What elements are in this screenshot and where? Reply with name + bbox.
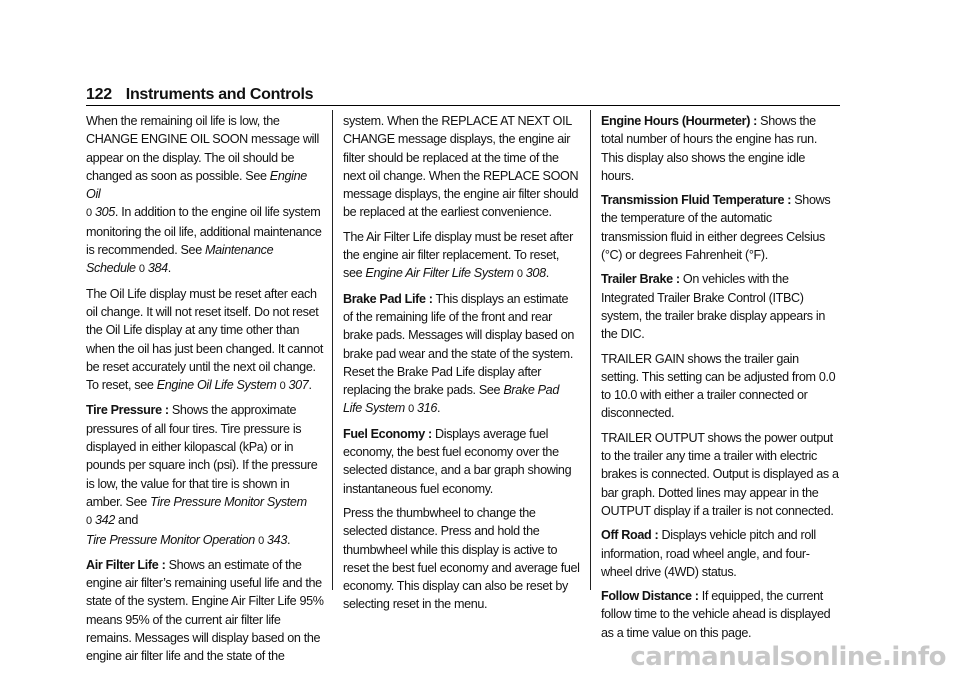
paragraph [86, 285, 324, 396]
body-text: . In addition to the engine oil life system monitoring the oil life, additional maintenance is recommended. See [86, 205, 322, 258]
body-text: The Oil Life display must be reset after each oil change. It will not reset itself. Do not reset the Oil Life display at any time other than when the oil has just been changed. It cannot be reset accurately until the next oil change. To reset, see [86, 286, 324, 393]
paragraph [601, 350, 839, 423]
cross-reference-link[interactable]: Tire Pressure Monitor Operation [86, 532, 255, 547]
term-heading: Follow Distance : [601, 589, 699, 604]
column-2 [343, 112, 581, 620]
page-reference[interactable]: 316 [417, 401, 438, 416]
paragraph [343, 112, 581, 222]
paragraph [601, 587, 839, 642]
body-text: Shows the temperature of the automatic transmission fluid in either degrees Celsius (°C) or degrees Fahrenheit (°F). [601, 193, 831, 263]
page-arrow-icon: 0 [86, 515, 92, 528]
body-text: Shows the approximate pressures of all four tires. Tire pressure is displayed in either kilopascal (kPa) or in pounds per square inch (psi). If the pressure is low, the value for that tire is shown in amber. See [86, 403, 318, 509]
body-text: Displays vehicle pitch and roll information, road wheel angle, and four-wheel drive (4WD) status. [601, 528, 816, 579]
header-rule [86, 105, 840, 106]
cross-reference-link[interactable]: Engine Air Filter Life System [365, 266, 514, 281]
page-reference[interactable]: 305 [94, 205, 115, 220]
cross-reference-link[interactable]: Brake Pad Life System [343, 383, 559, 416]
page-number: 122 [86, 86, 112, 103]
page-arrow-icon: 0 [516, 268, 523, 281]
body-text: This displays an estimate of the remaining life of the front and rear brake pads. Messages will display based on brake pad wear and the state of the system. Reset the Brake Pad Life display after replacing the brake pads. See [343, 291, 575, 398]
paragraph [601, 112, 839, 185]
body-text: TRAILER OUTPUT shows the power output to the trailer any time a trailer with electric brakes is connected. Output is displayed as a bar graph. Dotted lines may appear in the OUTPUT display if a trailer is not connected. [601, 430, 839, 518]
page-reference[interactable]: 342 [94, 513, 115, 528]
term-heading: Transmission Fluid Temperature : [601, 193, 792, 208]
body-text: On vehicles with the Integrated Trailer Brake Control (ITBC) system, the trailer brake display appears in the DIC. [601, 272, 825, 342]
page-arrow-icon: 0 [86, 207, 92, 220]
paragraph [601, 191, 839, 264]
cross-reference-link[interactable]: Tire Pressure Monitor System [150, 494, 307, 509]
paragraph [343, 504, 581, 614]
body-text: Shows the total number of hours the engine has run. This display also shows the engine idle hours. [601, 114, 817, 183]
body-text: . [286, 532, 291, 547]
term-heading: Trailer Brake : [601, 272, 680, 287]
page-arrow-icon: 0 [279, 380, 286, 393]
column-3 [601, 112, 839, 648]
column-1 [86, 112, 324, 672]
body-text: The Air Filter Life display must be reset after the engine air filter replacement. To reset, see [343, 229, 573, 281]
paragraph [601, 526, 839, 581]
page-reference[interactable]: 384 [147, 261, 168, 276]
term-heading: Fuel Economy : [343, 426, 432, 441]
paragraph [86, 556, 324, 666]
body-text: . [545, 266, 549, 281]
term-heading: Off Road : [601, 528, 659, 543]
body-text: . [308, 378, 312, 393]
body-text: and [114, 513, 139, 528]
paragraph [343, 290, 581, 419]
body-text: . [437, 401, 441, 416]
body-text: Shows an estimate of the engine air filter’s remaining useful life and the state of the system. Engine Air Filter Life 95% means 95% of the current air filter life remains. Messages will display based on the engine air filter life and the state of the [86, 557, 324, 664]
term-heading: Tire Pressure : [86, 403, 169, 418]
body-text: . [167, 261, 171, 276]
term-heading: Air Filter Life : [86, 557, 166, 572]
body-text: system. When the REPLACE AT NEXT OIL CHANGE message displays, the engine air filter should be replaced at the time of the next oil change. When the REPLACE SOON message displays, the engine air filter should be replaced at the earliest convenience. [343, 114, 579, 220]
paragraph [601, 270, 839, 343]
page-reference[interactable]: 308 [525, 266, 546, 281]
section-title: Instruments and Controls [125, 86, 314, 103]
column-divider [332, 110, 333, 590]
paragraph [343, 425, 581, 498]
body-text: TRAILER GAIN shows the trailer gain setting. This setting can be adjusted from 0.0 to 10.0 with either a trailer connected or disconnected. [601, 351, 836, 421]
term-heading: Engine Hours (Hourmeter) : [601, 114, 758, 128]
paragraph [601, 429, 839, 520]
page-header [86, 82, 840, 104]
paragraph [86, 401, 324, 549]
paragraph [86, 112, 324, 279]
term-heading: Brake Pad Life : [343, 291, 433, 306]
paragraph [343, 228, 581, 284]
body-text: Press the thumbwheel to change the selected distance. Press and hold the thumbwheel while this display is active to reset the best fuel economy and average fuel economy. This display can also be reset by selecting reset in the menu. [343, 505, 580, 612]
column-divider [590, 110, 591, 590]
page-reference[interactable]: 307 [288, 378, 309, 393]
body-text: Displays average fuel economy, the best fuel economy over the selected distance, and a bar graph showing instantaneous fuel economy. [343, 426, 572, 496]
cross-reference-link[interactable]: Engine Oil [86, 168, 307, 202]
page-reference[interactable]: 343 [267, 532, 287, 547]
watermark-logo: carmanualsonline.info [630, 642, 946, 672]
body-text: If equipped, the current follow time to the vehicle ahead is displayed as a time value on this page. [601, 589, 831, 640]
page-arrow-icon: 0 [258, 534, 264, 547]
body-text: When the remaining oil life is low, the CHANGE ENGINE OIL SOON message will appear on the display. The oil should be changed as soon as possible. See [86, 114, 319, 183]
page-arrow-icon: 0 [138, 263, 145, 276]
cross-reference-link[interactable]: Engine Oil Life System [156, 378, 277, 393]
cross-reference-link[interactable]: Maintenance Schedule [86, 243, 274, 276]
page-arrow-icon: 0 [408, 403, 414, 416]
